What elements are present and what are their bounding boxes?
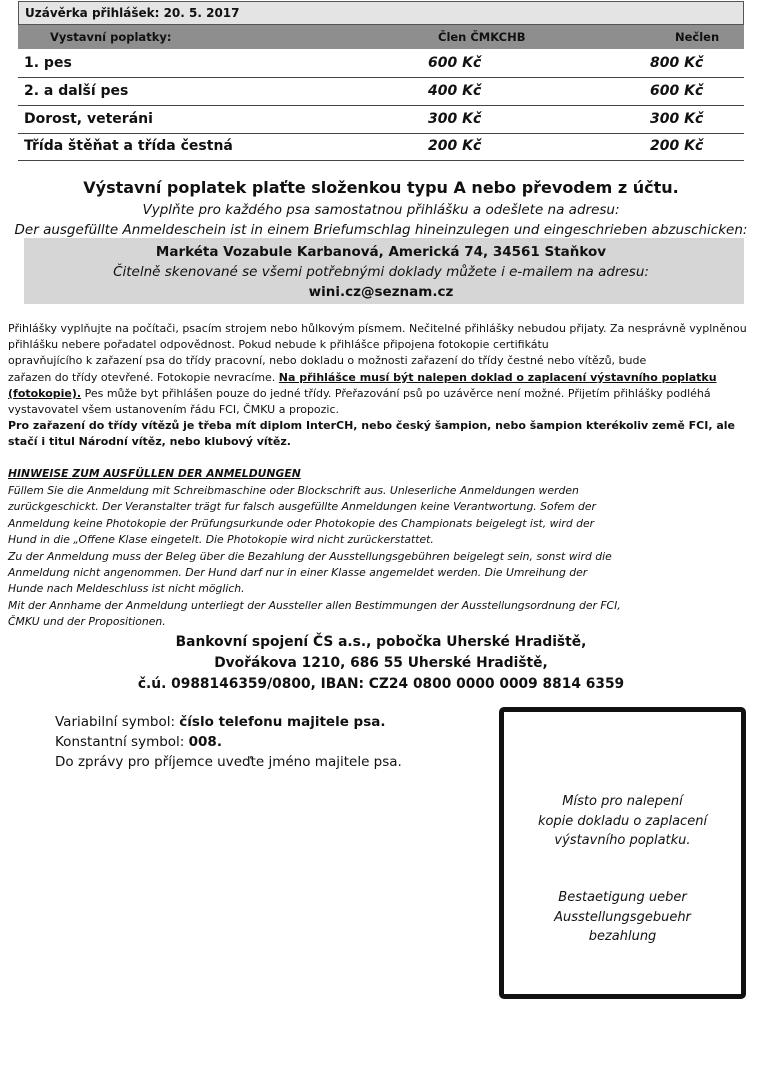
fee-row-label: Dorost, veteráni — [24, 111, 153, 127]
variable-symbol-label: Variabilní symbol: — [55, 714, 180, 730]
bank-line: Dvořákova 1210, 686 55 Uherské Hradiště, — [214, 655, 548, 671]
rules-de-line: Mit der Annhame der Anmeldung unterliegt der Aussteller allen Bestimmungen der Ausstellungsordnung der FCI, — [8, 598, 621, 612]
rules-cz-text: opravňujícího k zařazení psa do třídy pracovní, nebo dokladu o možnosti zařazení do třídy čestné nebo vítězů, bude — [8, 354, 647, 368]
fee-row-member: 400 Kč — [428, 83, 482, 99]
fee-header-label: Vystavní poplatky: — [50, 30, 172, 44]
rules-cz-text: Přihlášky vyplňujte na počítači, psacím strojem nebo hůlkovým písmem. Nečitelné přihlášky nebudou přijaty. Za nesprávně vyplněnou přihlášku nebere pořadatel odpovědnost. Pokud nebude k přihlášce připojena fotokopie certifikátu — [8, 322, 747, 352]
deadline-bar — [18, 1, 744, 25]
fee-row — [18, 106, 744, 134]
rules-cz-text: zařazen do třídy otevřené. Fotokopie nevracíme. — [8, 370, 276, 384]
sticker-line: výstavního poplatku. — [554, 833, 691, 848]
fee-row-nonmember: 600 Kč — [650, 83, 704, 99]
variable-symbol-value: číslo telefonu majitele psa. — [179, 714, 386, 730]
scan-note: Čitelně skenované se všemi potřebnými doklady můžete i e-mailem na adresu: — [113, 264, 649, 280]
fee-row-label: 1. pes — [24, 55, 72, 71]
rules-de-line: Anmeldung nicht angenommen. Der Hund darf nur in einer Klasse angemeldet werden. Die Umreihung der — [8, 566, 588, 580]
rules-de — [8, 483, 753, 631]
fee-row — [18, 78, 744, 106]
rules-de-line: Zu der Anmeldung muss der Beleg über die Bezahlung der Ausstellungsgebühren beigelegt sein, sonst wird die — [8, 549, 612, 563]
fee-row-nonmember: 800 Kč — [650, 55, 704, 71]
constant-symbol-label: Konstantní symbol: — [55, 734, 189, 750]
sticker-line: Místo pro nalepení — [562, 794, 683, 809]
payment-symbols — [55, 712, 402, 772]
payment-heading: Výstavní poplatek plaťte složenkou typu A nebo převodem z účtu. — [83, 178, 679, 197]
fee-row — [18, 133, 744, 161]
sticker-text-de — [499, 888, 746, 947]
rules-cz — [8, 321, 753, 451]
fee-row-member: 200 Kč — [428, 138, 482, 154]
rules-de-line: Anmeldung keine Photokopie der Prüfungsurkunde oder Photokopie des Championats beigelegt ist, wird der — [8, 516, 595, 530]
receipt-sticker-box — [499, 707, 746, 999]
sticker-line: Ausstellungsgebuehr — [554, 909, 691, 925]
sticker-text-cz — [499, 792, 746, 851]
fee-row-nonmember: 300 Kč — [650, 111, 704, 127]
fee-row — [18, 50, 744, 78]
fee-header-nonmember: Nečlen — [675, 30, 720, 44]
fee-row-member: 600 Kč — [428, 55, 482, 71]
fee-table-header — [18, 25, 744, 49]
rules-de-line: ČMKU und der Propositionen. — [8, 615, 166, 629]
rules-cz-bold: Pro zařazení do třídy vítězů je třeba mít diplom InterCH, nebo český šampion, nebo šampion kterékoliv země FCI, ale stačí i titul Národní vítěz, nebo klubový vítěz. — [8, 419, 736, 449]
instruction-de: Der ausgefüllte Anmeldeschein ist in einem Briefumschlag hineinzulegen und eingeschrieben abzuschicken: — [14, 222, 748, 238]
rules-de-line: Hund in die „Offene Klase eingetelt. Die Photokopie wird nicht zurückerstattet. — [8, 533, 434, 547]
constant-symbol — [55, 732, 402, 752]
fee-row-nonmember: 200 Kč — [650, 138, 704, 154]
rules-de-title: HINWEISE ZUM AUSFÜLLEN DER ANMELDUNGEN — [8, 467, 301, 480]
fee-header-member: Člen ČMKCHB — [438, 30, 526, 44]
bank-line: Bankovní spojení ČS a.s., pobočka Uherské Hradiště, — [175, 634, 587, 650]
variable-symbol — [55, 712, 402, 732]
rules-de-line: Füllem Sie die Anmeldung mit Schreibmaschine oder Blockschrift aus. Unleserliche Anmeldungen werden — [8, 484, 579, 497]
deadline-text: Uzávěrka přihlášek: 20. 5. 2017 — [25, 6, 240, 20]
rules-cz-underlined: Na přihlášce musí být nalepen doklad o zaplacení výstavního poplatku (fotokopie). — [8, 370, 717, 400]
sticker-line: kopie dokladu o zaplacení — [537, 813, 708, 829]
postal-address: Markéta Vozabule Karbanová, Americká 74, 34561 Staňkov — [155, 244, 607, 260]
rules-de-line: zurückgeschickt. Der Veranstalter trägt fur falsch ausgefüllte Anmeldungen keine Verantwortung. Sofem der — [8, 500, 596, 514]
rules-cz-text: Pes může byt přihlášen pouze do jedné třídy. Přeřazování psů po uzávěrce není možné. Přijetím přihlášky podléhá vystavovatel všem ustanovením řádu FCI, ČMKU a propozic. — [8, 386, 711, 417]
rules-de-line: Hunde nach Meldeschluss ist nicht möglich. — [8, 582, 245, 596]
constant-symbol-value: 008. — [188, 734, 222, 750]
fee-row-member: 300 Kč — [428, 111, 482, 127]
bank-account: č.ú. 0988146359/0800, IBAN: CZ24 0800 0000 0009 8814 6359 — [137, 676, 625, 692]
sticker-line: bezahlung — [588, 929, 657, 944]
instruction-cz: Vyplňte pro každého psa samostatnou přihlášku a odešlete na adresu: — [142, 202, 620, 218]
sticker-line: Bestaetigung ueber — [558, 890, 687, 905]
fee-row-label: Třída štěňat a třída čestná — [24, 138, 233, 154]
fee-row-label: 2. a další pes — [24, 83, 129, 99]
bank-details — [0, 632, 762, 695]
email-address[interactable]: wini.cz@seznam.cz — [308, 284, 454, 300]
payment-message: Do zprávy pro příjemce uveďte jméno majitele psa. — [55, 754, 402, 770]
